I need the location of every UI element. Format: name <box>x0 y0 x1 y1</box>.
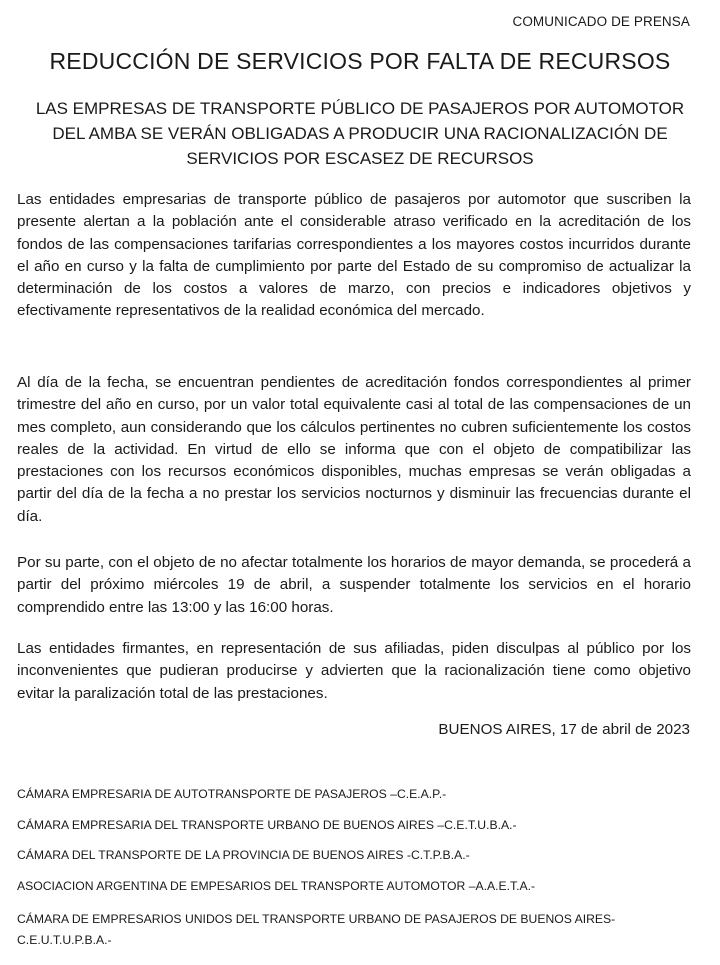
signatory-item: CÁMARA EMPRESARIA DE AUTOTRANSPORTE DE PASAJEROS –C.E.A.P.- <box>17 787 447 801</box>
paragraph-1: Las entidades empresarias de transporte público de pasajeros por automotor que suscriben la presente alertan a la población ante el considerable atraso verificado en la acreditación de los fondos de las compensaciones tarifarias correspondientes a los mayores costos incurridos durante el año en curso y la falta de cumplimiento por parte del Estado de su compromiso de actualizar la determinación de los costos a valores de marzo, con precios e indicadores objetivos y efectivamente representativos de la realidad económica del mercado. <box>17 191 691 320</box>
document-subtitle: LAS EMPRESAS DE TRANSPORTE PÚBLICO DE PASAJEROS POR AUTOMOTOR DEL AMBA SE VERÁN OBLIGADAS A PRODUCIR UNA RACIONALIZACIÓN DE SERVICIOS POR ESCASEZ DE RECURSOS <box>35 99 685 168</box>
paragraph-3: Por su parte, con el objeto de no afectar totalmente los horarios de mayor demanda, se procederá a partir del próximo miércoles 19 de abril, a suspender totalmente los servicios en el horario comprendido entre las 13:00 y las 16:00 horas. <box>17 554 691 616</box>
dateline: BUENOS AIRES, 17 de abril de 2023 <box>438 721 690 738</box>
document-title: REDUCCIÓN DE SERVICIOS POR FALTA DE RECURSOS <box>49 48 671 74</box>
document-type-label: COMUNICADO DE PRENSA <box>512 14 690 29</box>
paragraph-4: Las entidades firmantes, en representación de sus afiliadas, piden disculpas al público por los inconvenientes que pudieran producirse y advierten que la racionalización tiene como objetivo evitar la paralización total de las prestaciones. <box>17 640 691 702</box>
signatory-item: CÁMARA DEL TRANSPORTE DE LA PROVINCIA DE BUENOS AIRES -C.T.P.B.A.- <box>17 848 470 863</box>
signatory-item: CÁMARA DE EMPRESARIOS UNIDOS DEL TRANSPORTE URBANO DE PASAJEROS DE BUENOS AIRES- C.E.U.T.U.P.B.A.- <box>17 911 616 947</box>
paragraph-2: Al día de la fecha, se encuentran pendientes de acreditación fondos correspondientes al primer trimestre del año en curso, por un valor total equivalente casi al total de las compensaciones de un mes completo, aun considerando que los cálculos pertinentes no cubren suficientemente los costos reales de la actividad. En virtud de ello se informa que con el objeto de compatibilizar las prestaciones con los recursos económicos disponibles, muchas empresas se verán obligadas a partir del día de la fecha a no prestar los servicios nocturnos y disminuir las frecuencias durante el día. <box>17 374 691 525</box>
signatories-list <box>17 786 697 965</box>
signatory-item: CÁMARA EMPRESARIA DEL TRANSPORTE URBANO DE BUENOS AIRES –C.E.T.U.B.A.- <box>17 817 517 832</box>
signatory-item: ASOCIACION ARGENTINA DE EMPESARIOS DEL TRANSPORTE AUTOMOTOR –A.A.E.T.A.- <box>17 879 536 894</box>
